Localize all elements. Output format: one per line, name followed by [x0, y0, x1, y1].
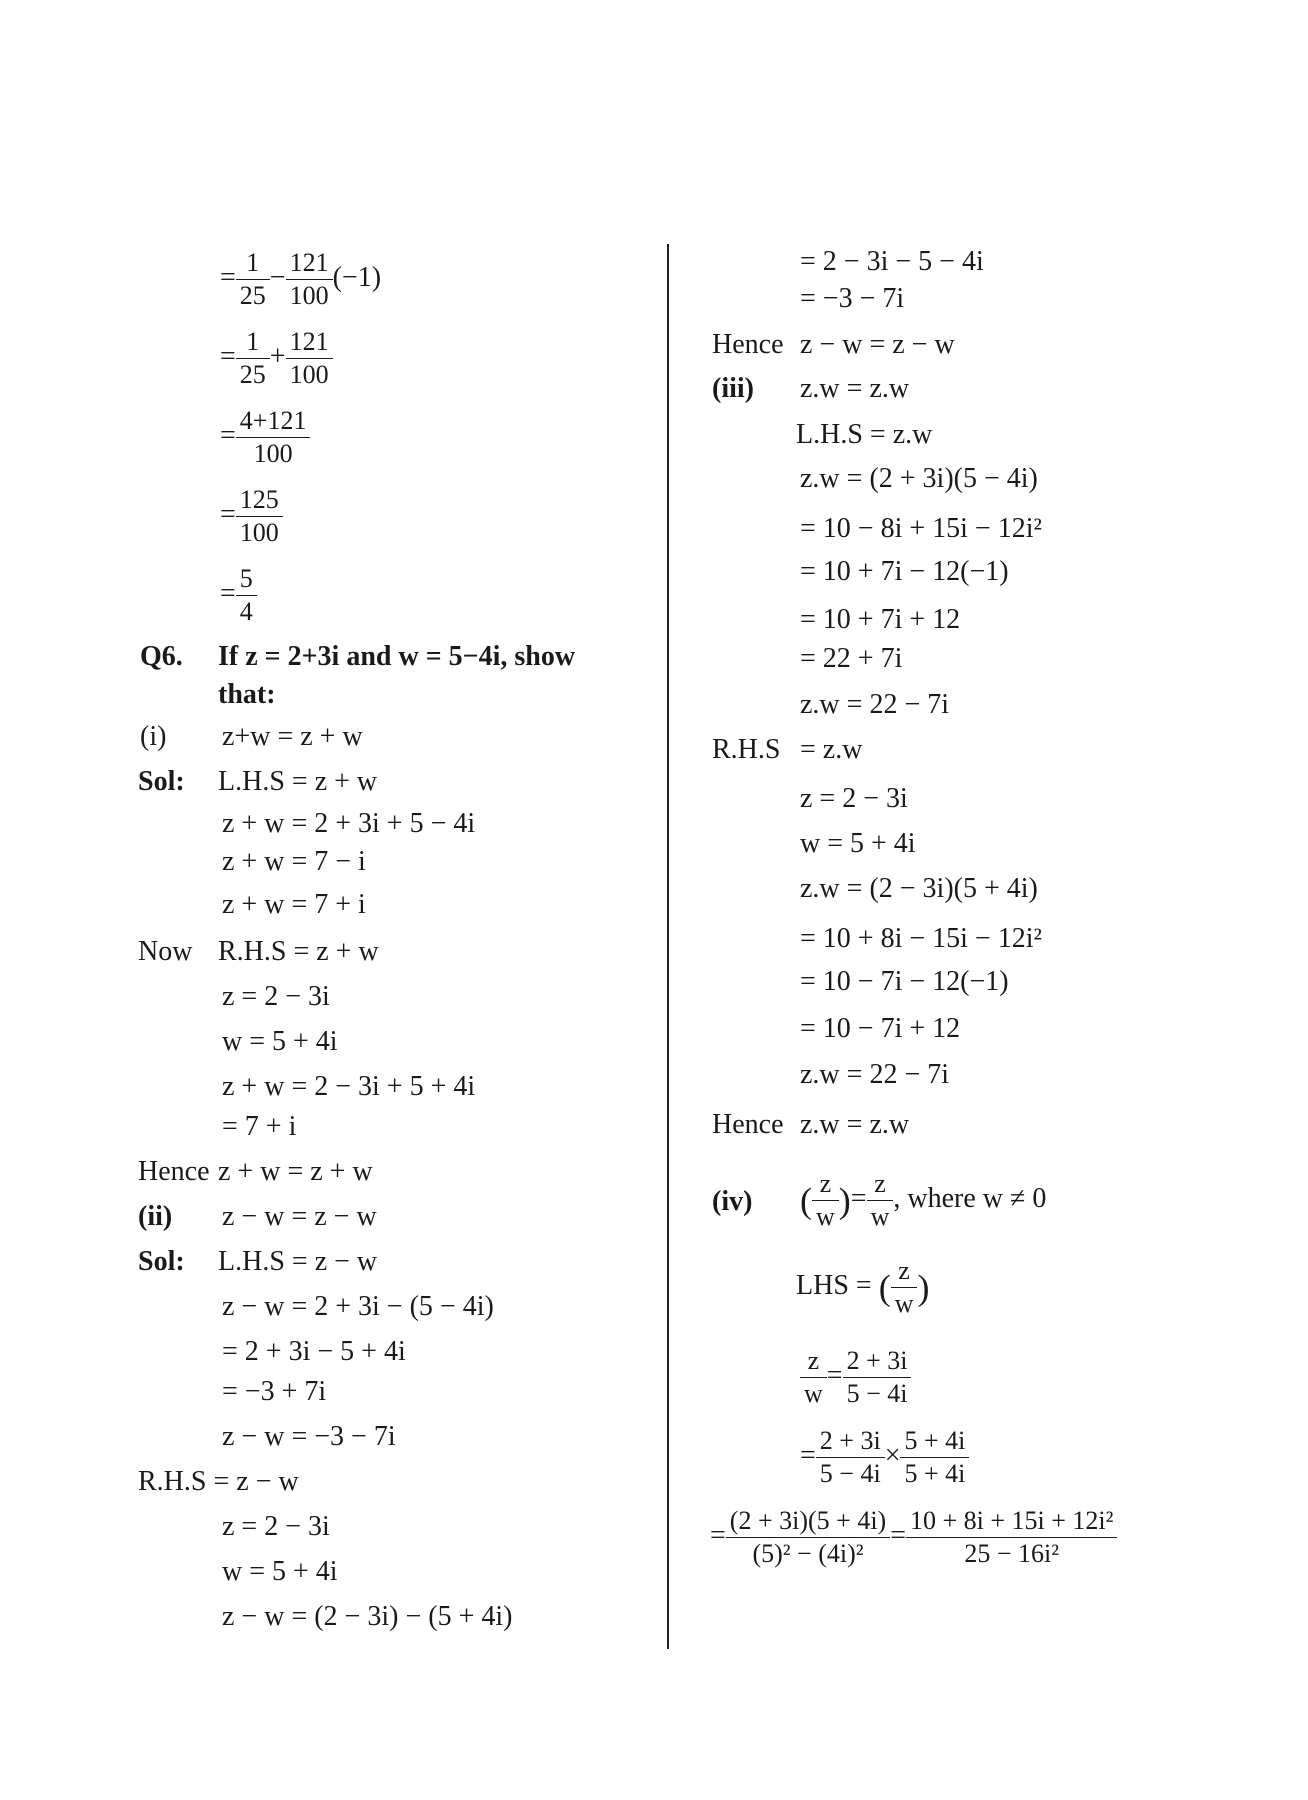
equation-line: = 10 − 8i + 15i − 12i² [800, 513, 1042, 544]
equation-line: = 10 + 7i + 12 [800, 604, 961, 635]
solution-label: Sol: [138, 1246, 185, 1277]
equation-line: z+w = z + w [222, 721, 363, 752]
equation-line: = $\frac{1}{25}$ + $\frac{121}{100}$ [220, 326, 333, 391]
equation-line: = 2 − 3i − 5 − 4i [800, 246, 984, 277]
solution-label: Sol: [138, 766, 185, 797]
now-label: Now [138, 936, 193, 967]
column-divider [667, 244, 669, 1649]
equation-line: z + w = 7 − i [222, 846, 366, 877]
equation-line: z = 2 − 3i [222, 981, 330, 1012]
question-number: Q6. [140, 641, 183, 672]
equation-line: $\frac{z}{w}$ = $\frac{2 + 3i}{5 - 4i}$ [800, 1345, 911, 1410]
equation-line: = 10 − 7i − 12(−1) [800, 966, 1009, 997]
left-column [0, 0, 576, 1800]
hence-label: Hence [712, 329, 784, 360]
equation-line: = $\frac{125}{100}$ [220, 484, 283, 549]
equation-line: w = 5 + 4i [800, 828, 916, 859]
equation-line: R.H.S = z − w [138, 1466, 299, 1497]
part-label: (ii) [138, 1201, 173, 1232]
equation-line: z = 2 − 3i [222, 1511, 330, 1542]
equation-line: z.w = (2 + 3i)(5 − 4i) [800, 463, 1038, 494]
rhs-label: R.H.S [712, 734, 781, 765]
equation-line: = 10 + 7i − 12(−1) [800, 556, 1009, 587]
equation-line: w = 5 + 4i [222, 1026, 338, 1057]
equation-line: R.H.S = z + w [218, 936, 379, 967]
equation-line: z − w = (2 − 3i) − (5 + 4i) [222, 1601, 513, 1632]
equation-line: = $\frac{1}{25}$ − $\frac{121}{100}$ (−1) [220, 248, 382, 310]
question-text: If z = 2+3i and w = 5−4i, show [218, 641, 576, 672]
equation-line: L.H.S = z − w [218, 1246, 378, 1277]
equation-line: = 22 + 7i [800, 643, 903, 674]
equation-line: = 7 + i [222, 1111, 297, 1142]
equation-line: L.H.S = z.w [796, 419, 933, 450]
equation-line: = 2 + 3i − 5 + 4i [222, 1336, 406, 1367]
equation-line: z − w = z − w [800, 329, 955, 360]
equation-line: z + w = 2 − 3i + 5 + 4i [222, 1071, 476, 1102]
equation-line: z + w = z + w [218, 1156, 373, 1187]
equation-line: = −3 − 7i [800, 283, 905, 314]
equation-line: ( $\frac{z}{w}$ )= $\frac{z}{w}$ , where w ≠ 0 [800, 1169, 1047, 1231]
question-text: that: [218, 679, 276, 710]
right-column [700, 0, 1300, 1800]
hence-label: Hence [138, 1156, 210, 1187]
equation-line: z + w = 2 + 3i + 5 − 4i [222, 808, 476, 839]
equation-line: = 10 − 7i + 12 [800, 1013, 961, 1044]
equation-line: z + w = 7 + i [222, 889, 366, 920]
equation-line: z.w = 22 − 7i [800, 689, 950, 720]
equation-line: z.w = 22 − 7i [800, 1059, 950, 1090]
equation-line: = $\frac{5}{4}$ [220, 563, 257, 628]
equation-line: = 10 + 8i − 15i − 12i² [800, 923, 1042, 954]
equation-line: w = 5 + 4i [222, 1556, 338, 1587]
equation-line: LHS = ( $\frac{z}{w}$ ) [796, 1256, 930, 1318]
part-label: (iii) [712, 373, 754, 404]
equation-line: = $\frac{(2 + 3i)(5 + 4i)}{\text{(5)² − (4i)²}}$ = $\frac{\text{10 + 8i + 15i + 12i²}}{\text{25 − 16i²}}$ [710, 1505, 1117, 1570]
equation-line: = −3 + 7i [222, 1376, 327, 1407]
equation-line: z − w = −3 − 7i [222, 1421, 396, 1452]
equation-line: z.w = z.w [800, 373, 910, 404]
equation-line: = $\frac{2 + 3i}{5 - 4i}$ × $\frac{5 + 4i}{5 + 4i}$ [800, 1425, 969, 1490]
equation-line: = $\frac{4+121}{100}$ [220, 405, 310, 470]
equation-line: z = 2 − 3i [800, 783, 908, 814]
part-label: (iv) [712, 1186, 753, 1217]
equation-line: z − w = 2 + 3i − (5 − 4i) [222, 1291, 494, 1322]
hence-label: Hence [712, 1109, 784, 1140]
equation-line: = z.w [800, 734, 863, 765]
part-label: (i) [140, 721, 167, 752]
equation-line: z − w = z − w [222, 1201, 377, 1232]
equation-line: z.w = (2 − 3i)(5 + 4i) [800, 873, 1038, 904]
equation-line: L.H.S = z + w [218, 766, 378, 797]
equation-line: z.w = z.w [800, 1109, 910, 1140]
